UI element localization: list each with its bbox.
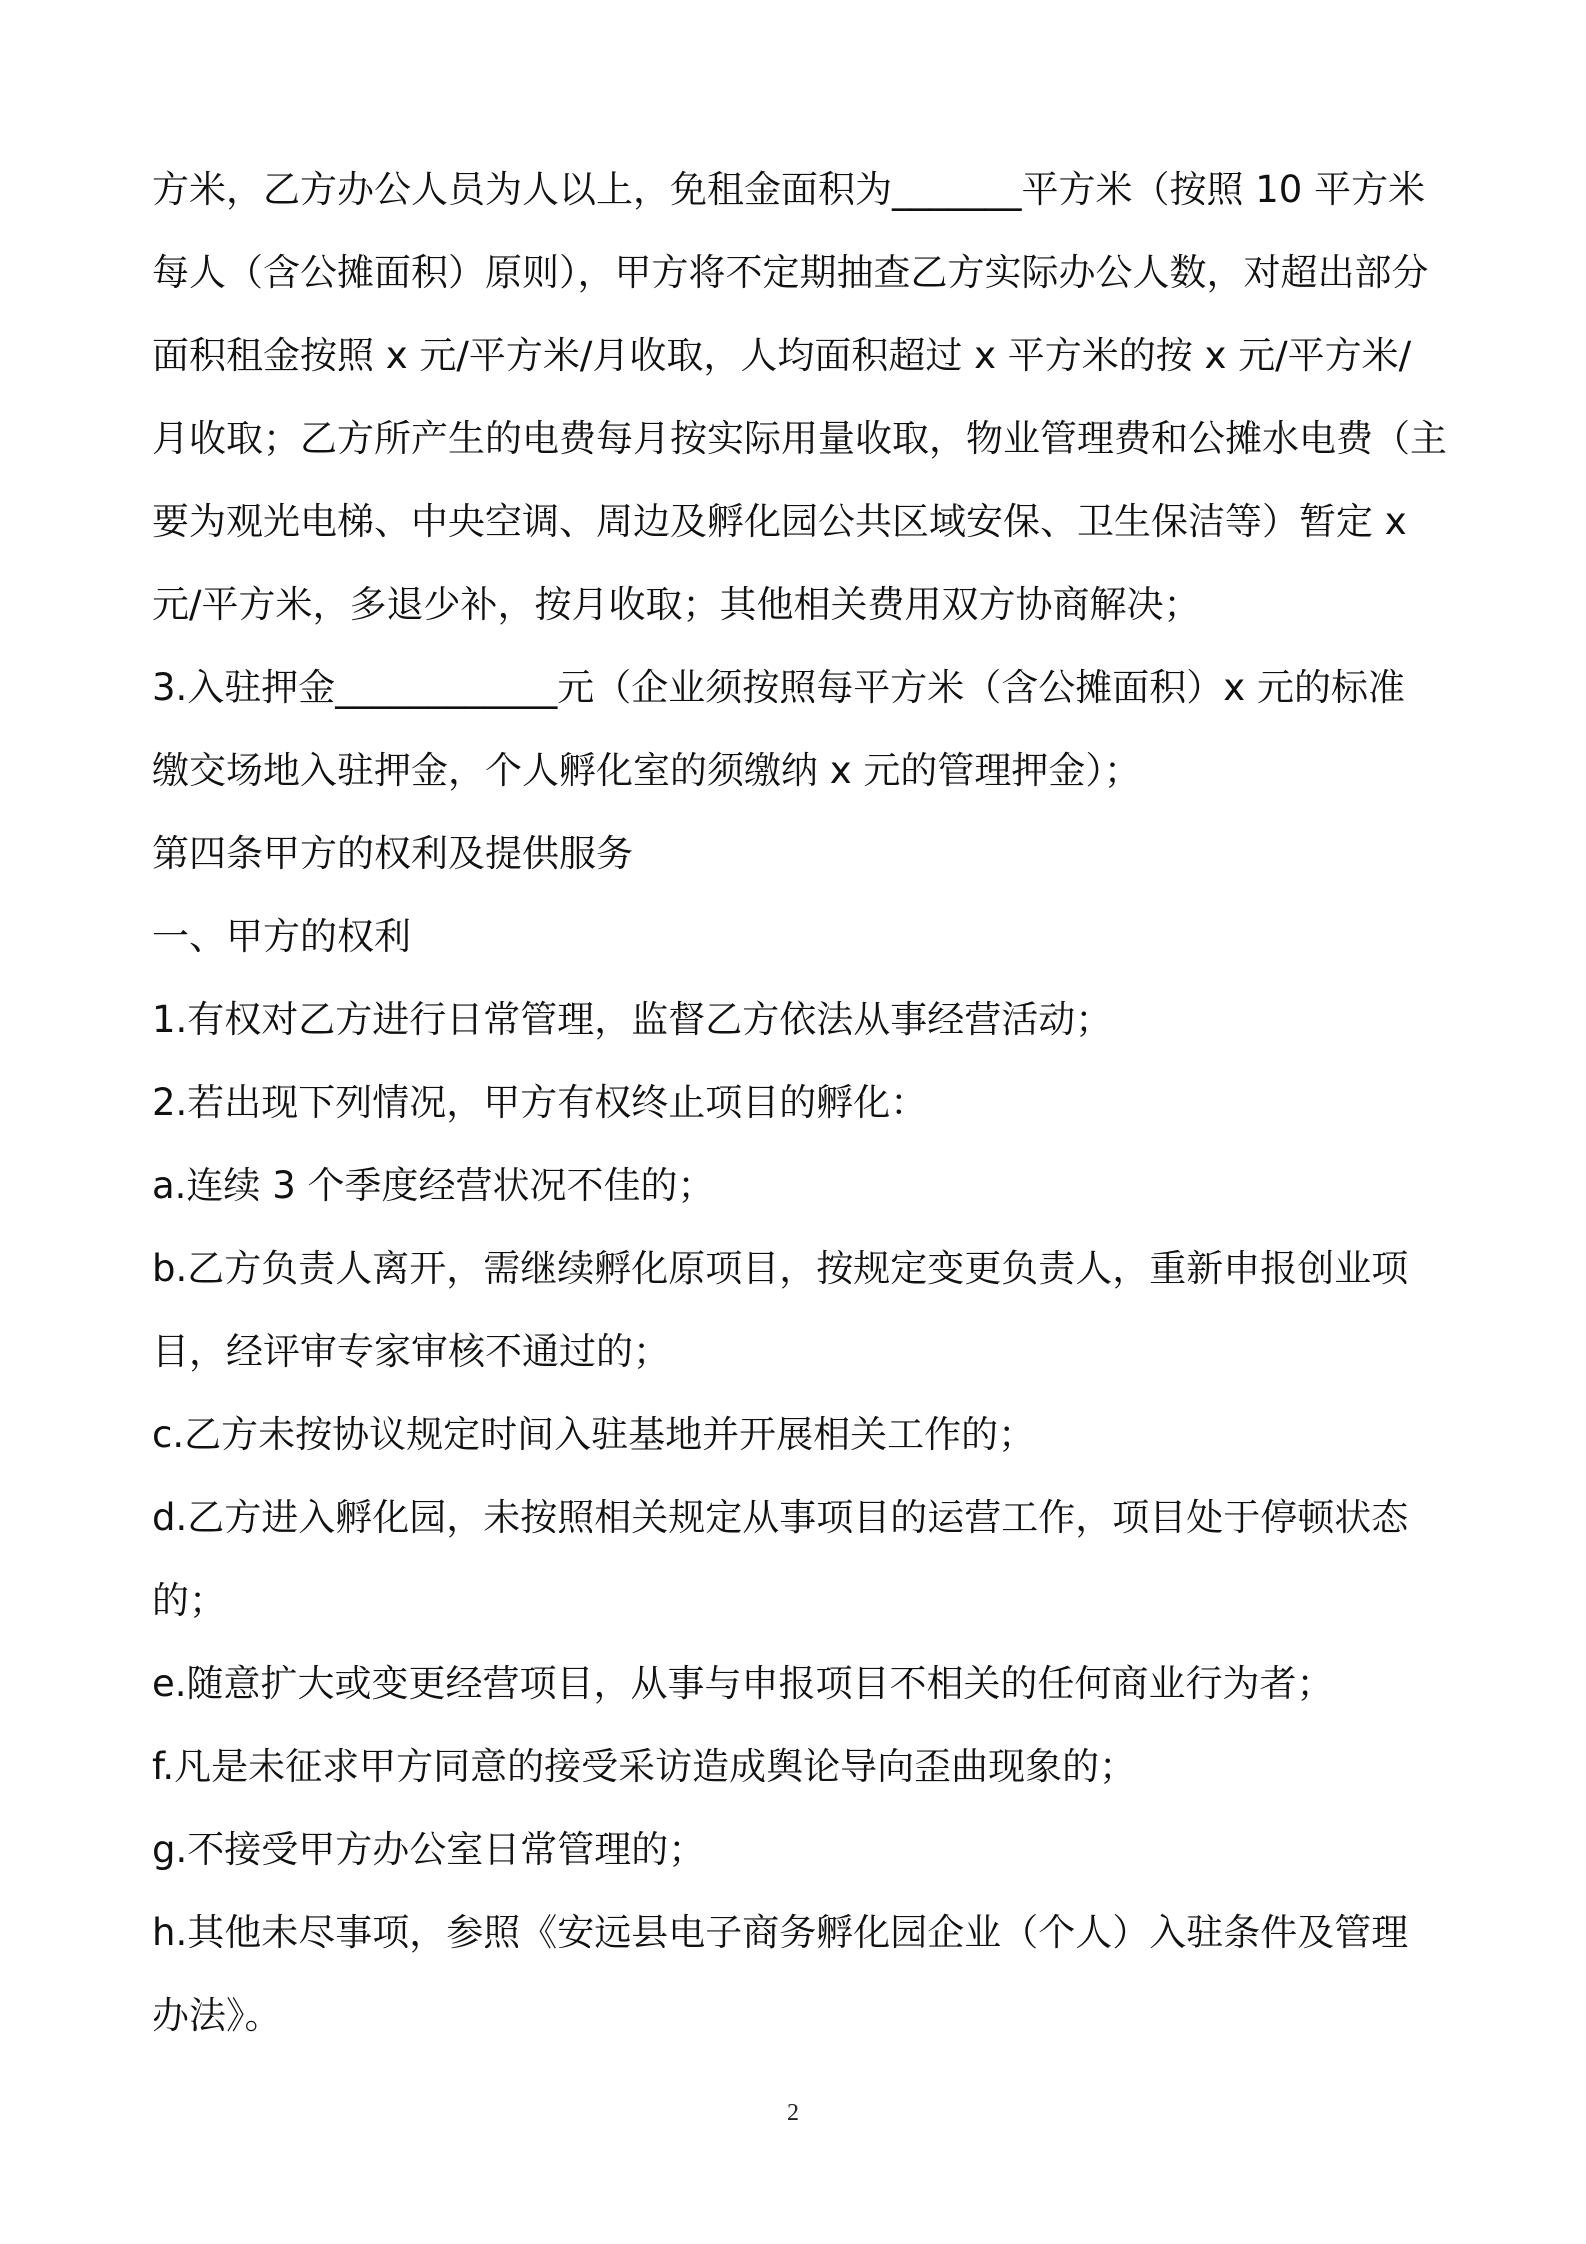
text-line: 方米，乙方办公人员为人以上，免租金面积为_______平方米（按照 10 平方米 xyxy=(152,168,1426,211)
list-item: d.乙方进入孵化园，未按照相关规定从事项目的运营工作，项目处于停顿状态 xyxy=(152,1496,1409,1539)
text-line: 3.入驻押金____________元（企业须按照每平方米（含公摊面积）x 元的标准 xyxy=(152,666,1405,709)
list-item: f.凡是未征求甲方同意的接受采访造成舆论导向歪曲现象的； xyxy=(152,1745,1137,1788)
text-line: 每人（含公摊面积）原则），甲方将不定期抽查乙方实际办公人数，对超出部分 xyxy=(152,251,1429,294)
list-item: b.乙方负责人离开，需继续孵化原项目，按规定变更负责人，重新申报创业项 xyxy=(152,1247,1409,1290)
list-item-continuation: 办法》。 xyxy=(152,1994,282,2037)
text-line: 2.若出现下列情况，甲方有权终止项目的孵化： xyxy=(152,1081,928,1124)
list-item: g.不接受甲方办公室日常管理的； xyxy=(152,1828,706,1871)
list-item-continuation: 目，经评审专家审核不通过的； xyxy=(152,1330,670,1373)
text-line: 1.有权对乙方进行日常管理，监督乙方依法从事经营活动； xyxy=(152,998,1113,1041)
text-line: 缴交场地入驻押金，个人孵化室的须缴纳 x 元的管理押金）； xyxy=(152,749,1141,792)
list-item-continuation: 的； xyxy=(152,1579,226,1622)
page-number: 2 xyxy=(787,2100,799,2126)
text-line: 元/平方米，多退少补，按月收取；其他相关费用双方协商解决； xyxy=(152,583,1201,626)
list-item: a.连续 3 个季度经营状况不佳的； xyxy=(152,1164,715,1207)
text-line: 面积租金按照 x 元/平方米/月收取，人均面积超过 x 平方米的按 x 元/平方米/ xyxy=(152,334,1412,377)
text-line: 月收取；乙方所产生的电费每月按实际用量收取，物业管理费和公摊水电费（主 xyxy=(152,417,1447,460)
text-line: 要为观光电梯、中央空调、周边及孵化园公共区域安保、卫生保洁等）暂定 x xyxy=(152,500,1407,543)
list-item: h.其他未尽事项，参照《安远县电子商务孵化园企业（个人）入驻条件及管理 xyxy=(152,1911,1409,1954)
list-item: e.随意扩大或变更经营项目，从事与申报项目不相关的任何商业行为者； xyxy=(152,1662,1334,1705)
section-heading: 第四条甲方的权利及提供服务 xyxy=(152,832,633,875)
subsection-heading: 一、甲方的权利 xyxy=(152,915,411,958)
list-item: c.乙方未按协议规定时间入驻基地并开展相关工作的； xyxy=(152,1413,1036,1456)
